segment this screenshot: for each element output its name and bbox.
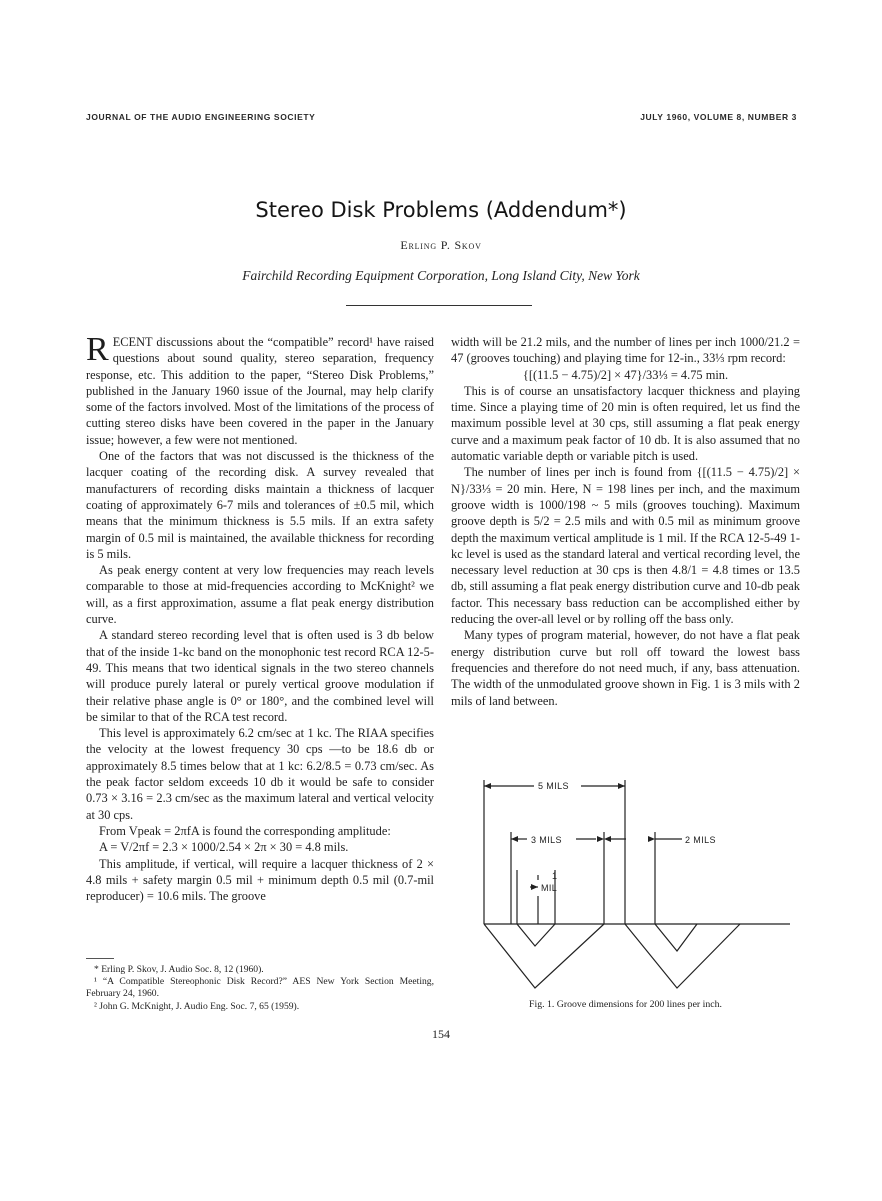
footnote: ² John G. McKnight, J. Audio Eng. Soc. 7, 65 (1959). [94,1000,300,1012]
paragraph-text: ECENT discussions about the “compatible” record¹ have raised questions about sound quality, stereo separation, frequency response, etc. This addition to the paper, “Stereo Disk Problems,” published in the January 1960 issue of the Journal, may help clarify some of the factors involved. Most of the limitations of the process of cutting stereo disks have been covered in the paper in the January issue; however, a few were not mentioned. [86,335,434,447]
paragraph: This is of course an unsatisfactory lacquer thickness and playing time. Since a playing time of 20 min is often required, let us find the maximum possible level at 30 cps, still assuming a flat peak energy curve and a maximum peak factor of 10 db. It is also assumed that no automatic variable depth or variable pitch is used. [451,383,800,464]
paragraph: width will be 21.2 mils, and the number of lines per inch 1000/21.2 = 47 (grooves touching) and playing time for 12-in., 33⅓ rpm record: [451,335,800,366]
label-3-mils: 3 MILS [531,835,562,845]
label-5-mils: 5 MILS [538,781,569,791]
paragraph: Many types of program material, however, do not have a flat peak energy distribution curve but roll off toward the lowest bass frequencies and therefore do not need much, if any, bass attenuation. The width of the unmodulated groove shown in Fig. 1 is 3 mils with 2 mils of land between. [451,628,800,708]
groove-right-inner [655,924,697,951]
label-mil: MIL [541,883,558,893]
paragraph: As peak energy content at very low frequencies may reach levels comparable to those at mid-frequencies according to McKnight² we will, as a first approximation, assume a flat peak energy distribution curve. [86,563,434,627]
footnote: ¹ “A Compatible Stereophonic Disk Record?” AES New York Section Meeting, February 24, 1960. [86,976,434,1000]
paragraph: This amplitude, if vertical, will require a lacquer thickness of 2 × 4.8 mils + safety margin 0.5 mil + minimum depth 0.5 mil (0.7-mil reproducer) = 10.6 mils. The groove [86,856,434,904]
groove-right-outer [625,924,740,988]
paragraph: The number of lines per inch is found from {[(11.5 − 4.75)/2] × N}/33⅓ = 20 min. Here, N = 198 lines per inch, and the maximum groove width is 1000/198 ~ 5 mils (grooves touching). Maximum groove depth is 5/2 = 2.5 mils and with 0.5 mil as minimum groove depth the maximum vertical amplitude is 1 mil. If the RCA 12-5-49 1-kc level is used as the standard lateral and vertical recording level, the necessary level reduction at 30 cps is then 4.8/1 = 4.8 times or 13.5 db, still assuming a flat peak energy distribution curve and 10-db peak factor. This necessary bass reduction can be accomplished either by reducing the over-all level or by rolling off the bass only. [451,465,800,627]
article-affiliation: Fairchild Recording Equipment Corporation, Long Island City, New York [242,268,640,283]
label-one: 1 [552,871,558,881]
groove-left-outer [484,924,604,988]
drop-cap: R [86,331,109,368]
label-2-mils: 2 MILS [685,835,716,845]
paragraph: A standard stereo recording level that is often used is 3 db below that of the inside 1-kc band on the monophonic test record RCA 12-5-49. This means that two identical signals in the two stereo channels will produce purely lateral or purely vertical groove modulation if their relative phase angle is 0° or 180°, and the combined level will be similar to that of the RCA test record. [86,628,434,724]
paragraph: This level is approximately 6.2 cm/sec at 1 kc. The RIAA specifies the velocity at the lowest frequency 30 cps —to be 18.6 db or approximately 8.5 times below that at 1 kc: 6.2/8.5 = 0.73 cm/sec. As the peak factor seldom exceeds 10 db it would be safe to consider 0.73 × 3.16 = 2.3 cm/sec as the maximum lateral and vertical velocity at 30 cps. [86,726,434,822]
article-author: Erling P. Skov [400,238,482,252]
page-number: 154 [432,1027,450,1041]
paragraph: One of the factors that was not discussed is the thickness of the lacquer coating of the recording disk. A survey revealed that manufacturers of recording disks maintain a thickness of lacquer coating of approximately 6-7 mils and tolerances of ±0.5 mil, which means that the minimum thickness is 5.5 mils. If an extra safety margin of 0.5 mil is maintained, the available thickness for recording is 5 mils. [86,449,434,561]
article-title: Stereo Disk Problems (Addendum*) [255,198,627,222]
equation: {[(11.5 − 4.75)/2] × 47}/33⅓ = 4.75 min. [522,367,729,382]
issue-header: JULY 1960, VOLUME 8, NUMBER 3 [640,112,797,122]
groove-left-inner [517,924,555,946]
journal-header: JOURNAL OF THE AUDIO ENGINEERING SOCIETY [86,112,316,122]
equation: A = V/2πf = 2.3 × 1000/2.54 × 2π × 30 = 4.8 mils. [99,840,349,855]
figure-caption: Fig. 1. Groove dimensions for 200 lines per inch. [529,999,722,1010]
footnote: * Erling P. Skov, J. Audio Soc. 8, 12 (1960). [94,964,264,975]
paragraph: From Vpeak = 2πfA is found the corresponding amplitude: [99,823,391,838]
